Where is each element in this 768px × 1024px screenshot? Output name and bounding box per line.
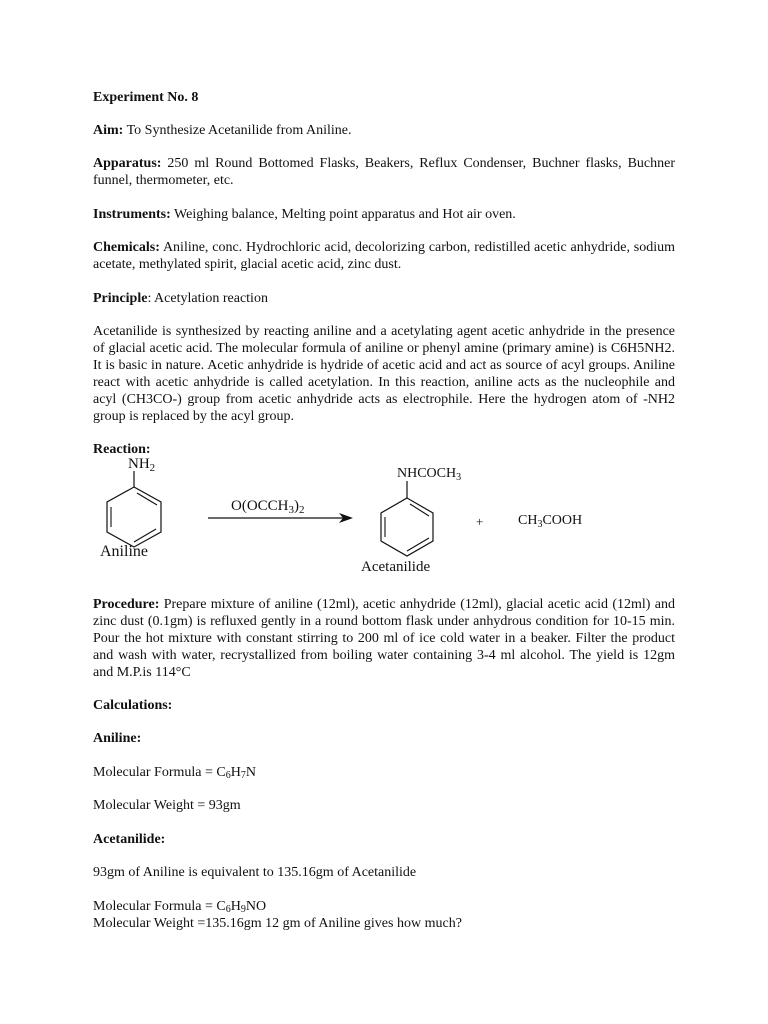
chemicals-paragraph (93, 239, 675, 273)
acetanilide-heading: Acetanilide: (93, 832, 166, 847)
reaction-label: Reaction: (93, 442, 151, 457)
procedure-text: Prepare mixture of aniline (12ml), acetic anhydride (12ml), glacial acetic acid (12ml) and zinc dust (0.1gm) is refluxed gently in a round bottom flask under anhydrous condition for 10-15 min. Pour the hot mixture with constant stirring to 200 ml of ice cold water in a beaker. Filter the product and wash with water, recrystallized from boiling water containing 3-4 ml alcohol. The yield is 12gm and M.P.is 114°C (93, 597, 675, 680)
aim-line (93, 122, 675, 139)
acetanilide-weight: Molecular Weight =135.16gm 12 gm of Aniline gives how much? (93, 916, 462, 931)
aniline-nh2-label: $NH_2$ (128, 456, 156, 474)
procedure-paragraph (93, 596, 675, 681)
instruments-label: Instruments: (93, 207, 171, 222)
aniline-formula: Molecular Formula = $C_6H_7N$ (93, 765, 256, 781)
aim-text: To Synthesize Acetanilide from Aniline. (126, 123, 352, 138)
equivalence-line: 93gm of Aniline is equivalent to 135.16gm of Acetanilide (93, 865, 417, 880)
principle-text: : Acetylation reaction (147, 291, 268, 306)
principle-line (93, 290, 675, 307)
byproduct-label: $CH_3COOH$ (518, 513, 583, 530)
acetanilide-double-bond (410, 504, 429, 516)
plus-sign: + (476, 514, 484, 529)
aniline-name: Aniline (100, 543, 148, 560)
aniline-heading: Aniline: (93, 731, 142, 746)
aniline-weight: Molecular Weight = 93gm (93, 798, 241, 813)
procedure-label: Procedure: (93, 597, 160, 612)
reagent-label: $O(OCCH_3)_2$ (231, 498, 305, 516)
instruments-line (93, 206, 675, 223)
apparatus-text: 250 ml Round Bottomed Flasks, Beakers, Reflux Condenser, Buchner flasks, Buchner funnel, thermometer, etc. (93, 156, 676, 188)
aniline-double-bond (134, 529, 156, 542)
instruments-text: Weighing balance, Melting point apparatus and Hot air oven. (174, 207, 516, 222)
aniline-double-bond (137, 493, 157, 505)
acetanilide-benzene-ring (381, 498, 433, 556)
principle-label: Principle (93, 291, 148, 306)
description-paragraph: Acetanilide is synthesized by reacting aniline and a acetylating agent acetic anhydride in the presence of glacial acetic acid. The molecular formula of aniline or phenyl amine (primary amine) is C6H5NH2. It is basic in nature. Acetic anhydride is hydride of acetic acid and act as source of acyl groups. Aniline react with acetic anhydride is called acetylation. In this reaction, aniline acts as the nucleophile and acyl (CH3CO-) group from acetic anhydride acts as electrophile. Here the hydrogen atom of -NH2 group is replaced by the acyl group. (93, 324, 675, 424)
acetanilide-double-bond (407, 538, 429, 551)
acetanilide-group-label: $NHCOCH_3$ (397, 466, 462, 483)
acetanilide-name: Acetanilide (361, 559, 431, 575)
chemicals-text: Aniline, conc. Hydrochloric acid, decolorizing carbon, redistilled acetic anhydride, sodium acetate, methylated spirit, glacial acetic acid, zinc dust. (93, 240, 675, 272)
apparatus-label: Apparatus: (93, 156, 162, 171)
calculations-heading: Calculations: (93, 698, 173, 713)
reaction-arrowhead (339, 513, 353, 523)
apparatus-paragraph (93, 155, 675, 189)
aniline-benzene-ring (107, 487, 161, 547)
acetanilide-formula: Molecular Formula = $C_6H_9NO$ (93, 899, 267, 915)
aim-label: Aim: (93, 123, 124, 138)
chemicals-label: Chemicals: (93, 240, 160, 255)
experiment-title: Experiment No. 8 (93, 90, 199, 105)
